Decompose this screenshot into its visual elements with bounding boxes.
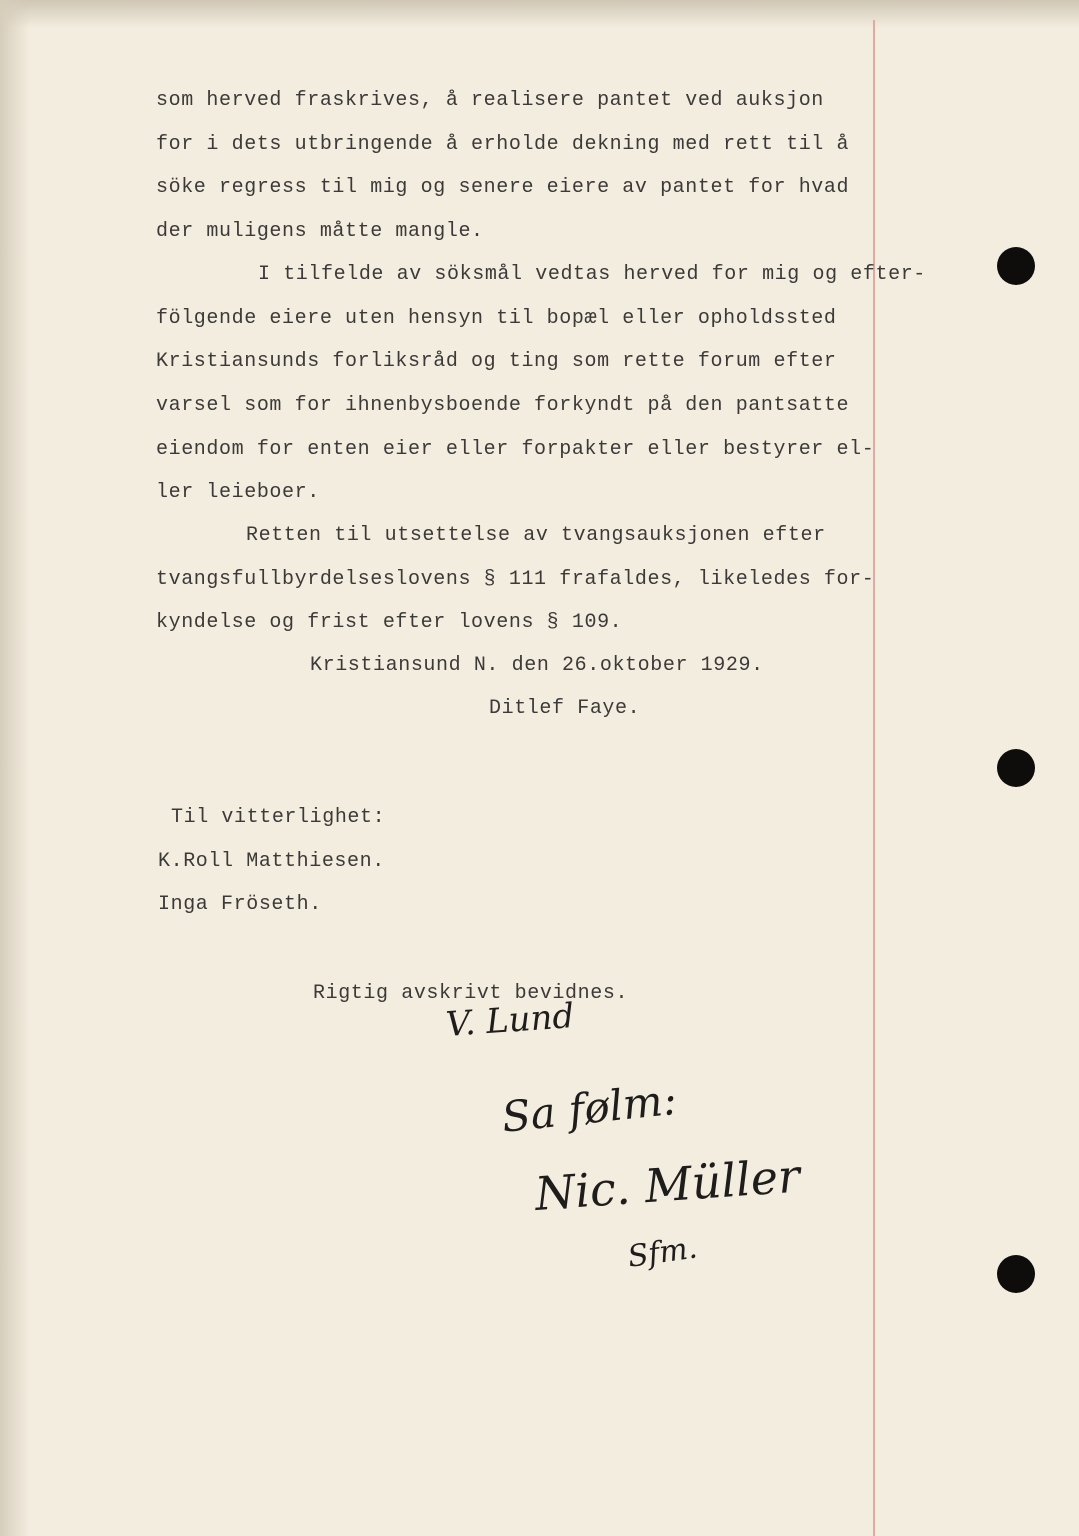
signatory-name: Ditlef Faye.	[489, 697, 641, 720]
witness-name: Inga Fröseth.	[158, 893, 322, 916]
official-title-signature: Sfm.	[625, 1230, 700, 1275]
witness-name: K.Roll Matthiesen.	[158, 850, 385, 873]
text-line: ler leieboer.	[156, 481, 320, 504]
official-signature: Nic. Müller	[533, 1148, 802, 1221]
seen-note-signature: Sa følm:	[499, 1074, 680, 1142]
text-line: Retten til utsettelse av tvangsauksjonen efter	[246, 524, 826, 547]
left-edge-shadow	[0, 0, 30, 1536]
text-line: varsel som for ihnenbysboende forkyndt på den pantsatte	[156, 394, 850, 417]
text-line: söke regress til mig og senere eiere av pantet for hvad	[156, 176, 850, 199]
punch-hole-top	[997, 247, 1035, 285]
text-line: Kristiansunds forliksråd og ting som rette forum efter	[156, 350, 837, 373]
place-date-line: Kristiansund N. den 26.oktober 1929.	[310, 654, 764, 677]
text-line: eiendom for enten eier eller forpakter eller bestyrer el-	[156, 438, 875, 461]
certifier-signature: V. Lund	[444, 996, 576, 1045]
text-line: I tilfelde av söksmål vedtas herved for mig og efter-	[258, 263, 926, 286]
witness-heading: Til vitterlighet:	[171, 806, 386, 829]
margin-rule-line	[873, 20, 875, 1536]
text-line: som herved fraskrives, å realisere pantet ved auksjon	[156, 89, 824, 112]
text-line: tvangsfullbyrdelseslovens § 111 frafaldes, likeledes for-	[156, 568, 875, 591]
punch-hole-middle	[997, 749, 1035, 787]
text-line: kyndelse og frist efter lovens § 109.	[156, 611, 623, 634]
certification-line: Rigtig avskrivt bevidnes.	[313, 982, 629, 1005]
text-line: fölgende eiere uten hensyn til bopæl eller opholdssted	[156, 307, 837, 330]
text-line: for i dets utbringende å erholde dekning med rett til å	[156, 133, 850, 156]
top-edge-shadow	[0, 0, 1079, 28]
text-line: der muligens måtte mangle.	[156, 220, 484, 243]
punch-hole-bottom	[997, 1255, 1035, 1293]
